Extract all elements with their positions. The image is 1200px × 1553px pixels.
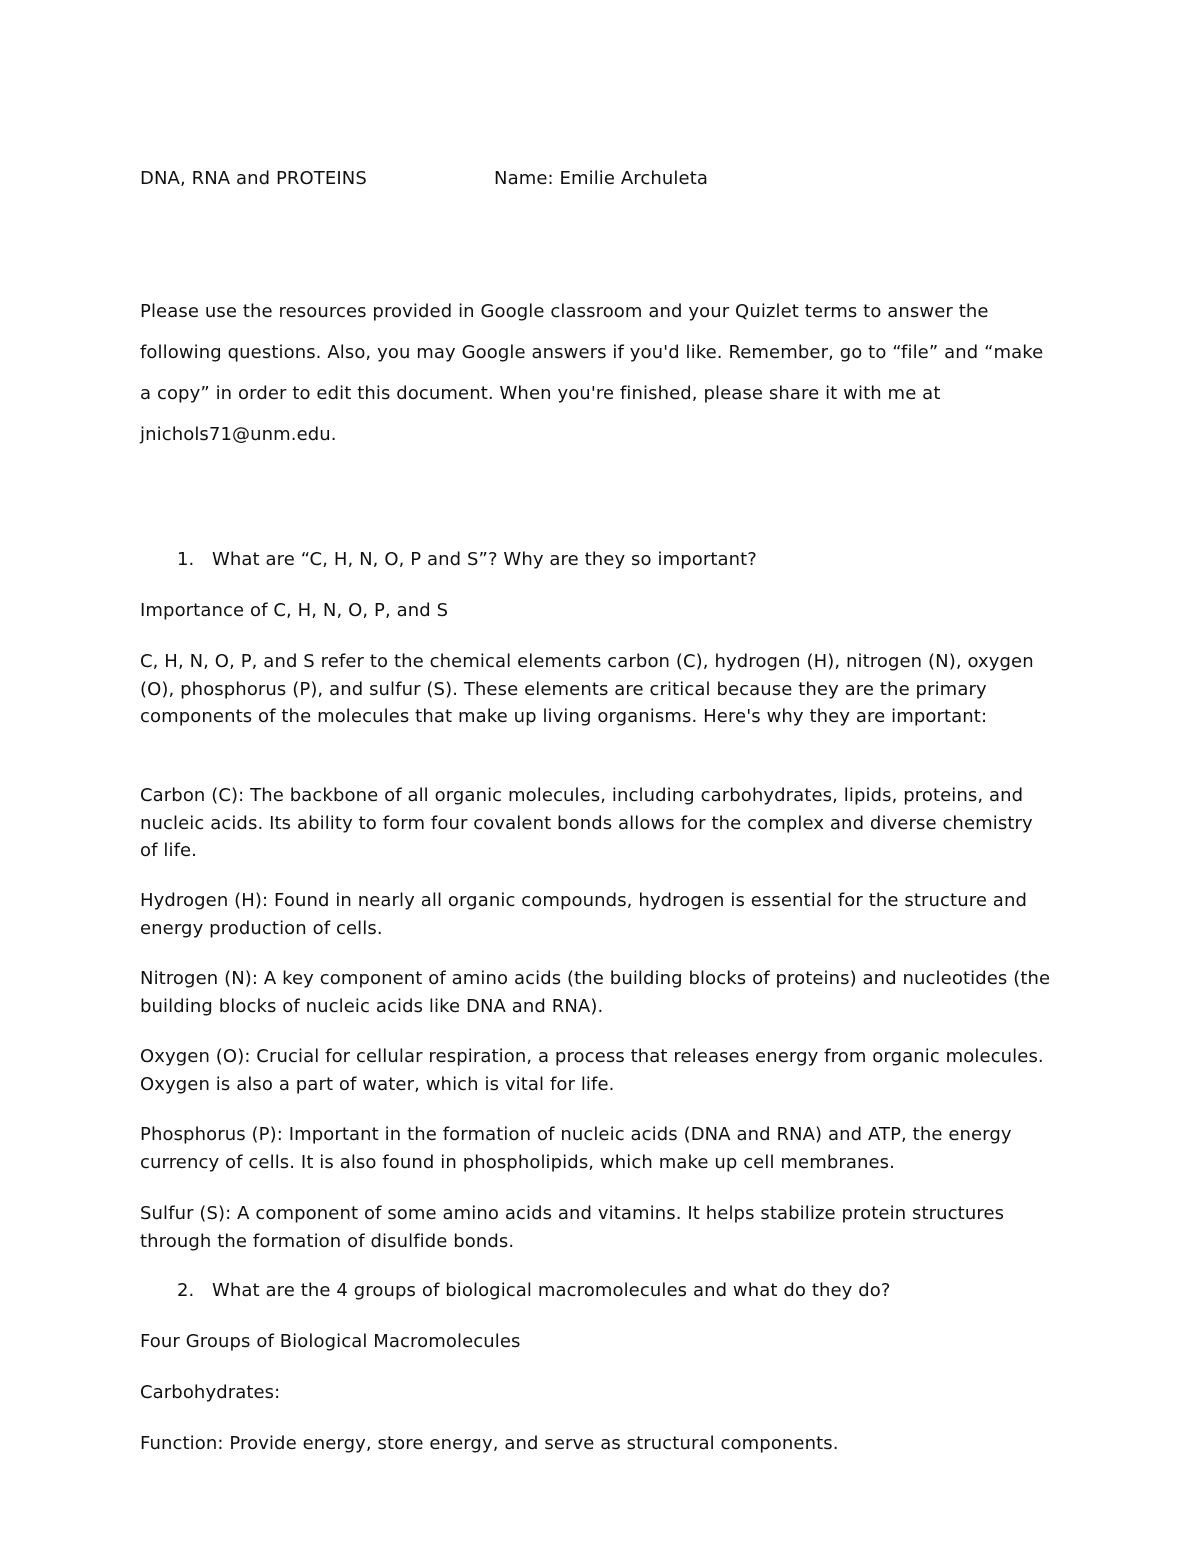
sulfur-paragraph: Sulfur (S): A component of some amino acids and vitamins. It helps stabilize protein structures through the formation of disulfide bonds. [140,1203,1005,1252]
carbon-paragraph: Carbon (C): The backbone of all organic molecules, including carbohydrates, lipids, proteins, and nucleic acids. Its ability to form four covalent bonds allows for the complex and diverse chemistry of life. [140,785,1033,861]
document-title: DNA, RNA and PROTEINS [140,168,367,189]
hydrogen-paragraph: Hydrogen (H): Found in nearly all organic compounds, hydrogen is essential for the structure and energy production of cells. [140,890,1027,939]
phosphorus-paragraph: Phosphorus (P): Important in the formation of nucleic acids (DNA and RNA) and ATP, the energy currency of cells. It is also found in phospholipids, which make up cell membranes. [140,1124,1012,1173]
nitrogen-paragraph: Nitrogen (N): A key component of amino acids (the building blocks of proteins) and nucleotides (the building blocks of nucleic acids like DNA and RNA). [140,968,1051,1017]
oxygen-paragraph: Oxygen (O): Crucial for cellular respiration, a process that releases energy from organic molecules. Oxygen is also a part of water, which is vital for life. [140,1046,1044,1095]
answer-1-overview: C, H, N, O, P, and S refer to the chemical elements carbon (C), hydrogen (H), nitrogen (N), oxygen (O), phosphorus (P), and sulfur (S). These elements are critical because they are the primary components of the molecules that make up living organisms. Here's why they are important: [140,651,1034,727]
student-name: Name: Emilie Archuleta [494,168,708,189]
question-2 [177,1280,1047,1301]
document-header [140,168,1090,192]
answer-1-heading: Importance of C, H, N, O, P, and S [140,600,449,621]
answer-2-heading: Four Groups of Biological Macromolecules [140,1331,521,1352]
question-text: What are the 4 groups of biological macromolecules and what do they do? [212,1280,891,1301]
question-1 [177,549,1047,570]
instructions-paragraph: Please use the resources provided in Google classroom and your Quizlet terms to answer the following questions. Also, you may Google answers if you'd like. Remember, go to “file” and “make a copy” in order to edit this document. When you're finished, please share it with me at jnichols71@unm.edu. [140,301,1044,445]
question-number: 1. [177,549,195,570]
question-number: 2. [177,1280,195,1301]
carbohydrates-label: Carbohydrates: [140,1382,281,1403]
carbohydrates-function: Function: Provide energy, store energy, and serve as structural components. [140,1433,839,1454]
question-text: What are “C, H, N, O, P and S”? Why are they so important? [212,549,757,570]
